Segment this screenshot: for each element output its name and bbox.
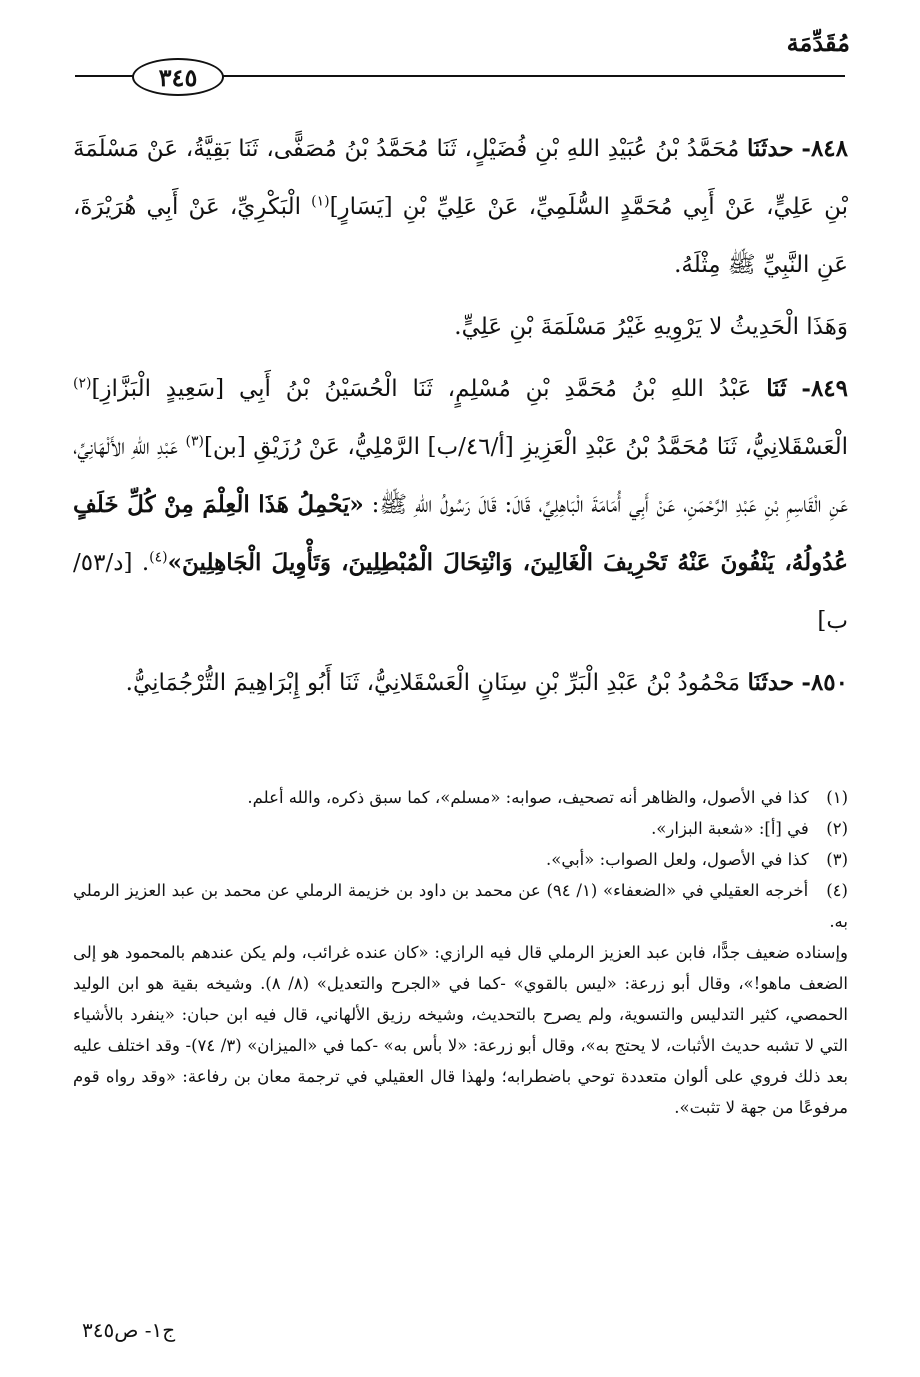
footnote-2 (73, 813, 848, 844)
footnote-ref-4[interactable]: (٤) (149, 549, 168, 566)
footnote-3 (73, 844, 848, 875)
narration-lead: ثَنَا (766, 375, 787, 402)
narration-lead: حدثَنَا (747, 669, 795, 696)
isnad-text-cont: الْعَسْقَلانِيُّ، ثَنَا مُحَمَّدُ بْنُ عَبْدِ الْعَزِيزِ [أ/٤٦/ب] الرَّمْلِيُّ، عَنْ رُزَيْقِ [بن] (203, 434, 849, 460)
manuscript-ref: . [د/٥٣/ب] (73, 550, 848, 634)
hadith-850 (73, 654, 848, 712)
narration-lead: حدثَنَا (747, 135, 794, 162)
page-title: مُقَدِّمَة (786, 28, 850, 57)
hadith-number: ٨٥٠- (801, 669, 848, 696)
footnote-ref-2[interactable]: (٢) (73, 375, 92, 392)
hadith-number: ٨٤٨- (801, 135, 848, 162)
footnote-label: (٢) (826, 819, 848, 838)
hadith-848 (73, 120, 848, 294)
isnad-text-cont-2: عَبْدِ اللهِ الأَلْهَانِيِّ، عَنِ الْقَاسِمِ بْنِ عَبْدِ الرَّحْمَنِ، عَنْ أَبِي أُمَامَةَ الْبَاهِلِيِّ، قَالَ: قَالَ رَسُولُ اللهِ ﷺ: (73, 434, 849, 518)
footnote-4-commentary: وإسناده ضعيف جدًّا، فابن عبد العزيز الرملي قال فيه الرازي: «كان عنده غرائب، ولم يكن عندهم بالمحمود هو إلى الضعف ماهو!»، وقال أبو زرعة: «ليس بالقوي» -كما في «الجرح والتعديل» (٨/ ٨). وشيخه بقية هو ابن الوليد الحمصي، كثير التدليس والتسوية، ولم يصرح بالتحديث، وشيخه رزيق الألهاني، قال فيه ابن حبان: «ينفرد بالأشياء التي لا تشبه حديث الأثبات، لا يحتج به»، وقال أبو زرعة: «لا بأس به» -كما في «الميزان» (٣/ ٧٤)- وقد اختلف عليه بعد ذلك فروي على ألوان متعددة توحي باضطرابه؛ ولهذا قال العقيلي في ترجمة معان بن رفاعة: «وقد رواه قوم مرفوعًا من جهة لا تثبت». (73, 943, 849, 1117)
footnotes (73, 782, 848, 1123)
footnote-ref-1[interactable]: (١) (311, 193, 330, 210)
footnote-text: كذا في الأصول، والظاهر أنه تصحيف، صوابه: «مسلم»، كما سبق ذكره، والله أعلم. (247, 788, 809, 807)
isnad-text: مَحْمُودُ بْنُ عَبْدِ الْبَرِّ بْنِ سِنَانٍ الْعَسْقَلانِيُّ، ثَنَا أَبُو إِبْرَاهِيمَ التُّرْجُمَانِيُّ. (125, 670, 741, 696)
hadith-number: ٨٤٩- (801, 375, 849, 402)
hadith-matn: «يَحْمِلُ هَذَا الْعِلْمَ مِنْ كُلِّ خَلَفٍ عُدُولُهُ، يَنْفُونَ عَنْهُ تَحْرِيفَ الْغَالِينَ، وَانْتِحَالَ الْمُبْطِلِينَ، وَتَأْوِيلَ الْجَاهِلِينَ» (73, 491, 849, 576)
footnote-label: (٣) (826, 850, 848, 869)
footnote-text: كذا في الأصول، ولعل الصواب: «أبي». (546, 850, 809, 869)
main-text (73, 120, 848, 712)
footnote-text: أخرجه العقيلي في «الضعفاء» (١/ ٩٤) عن محمد بن داود بن خزيمة الرملي عن محمد بن عبد العزيز الرملي به. (73, 881, 848, 931)
isnad-text: عَبْدُ اللهِ بْنُ مُحَمَّدِ بْنِ مُسْلِمٍ، ثَنَا الْحُسَيْنُ بْنُ أَبِي [سَعِيدٍ الْبَزَّازِ] (91, 376, 752, 402)
footnote-4 (73, 875, 848, 937)
hadith-849 (73, 360, 848, 650)
footnote-label: (١) (826, 788, 848, 807)
footnote-label: (٤) (826, 881, 848, 900)
isnad-text-cont: الْبَكْرِيِّ، عَنْ أَبِي هُرَيْرَةَ، عَنِ النَّبِيِّ ﷺ مِثْلَهُ. (73, 194, 848, 278)
volume-page-reference: ج١- ص٣٤٥ (82, 1318, 176, 1342)
footnote-ref-3[interactable]: (٣) (185, 433, 204, 450)
footnote-1 (73, 782, 848, 813)
footnote-text: في [أ]: «شعبة البزار». (651, 819, 809, 838)
hadith-848-note: وَهَذَا الْحَدِيثُ لا يَرْوِيهِ غَيْرُ مَسْلَمَةَ بْنِ عَلِيٍّ. (454, 314, 848, 340)
page-number-badge: ٣٤٥ (132, 58, 224, 96)
isnad-text: مُحَمَّدُ بْنُ عُبَيْدِ اللهِ بْنِ فُضَيْلٍ، ثَنَا مُحَمَّدُ بْنُ مُصَفًّى، ثَنَا بَقِيَّةُ، عَنْ مَسْلَمَةَ بْنِ عَلِيٍّ، عَنْ أَبِي مُحَمَّدٍ السُّلَمِيِّ، عَنْ عَلِيِّ بْنِ [يَسَارٍ] (73, 136, 849, 220)
